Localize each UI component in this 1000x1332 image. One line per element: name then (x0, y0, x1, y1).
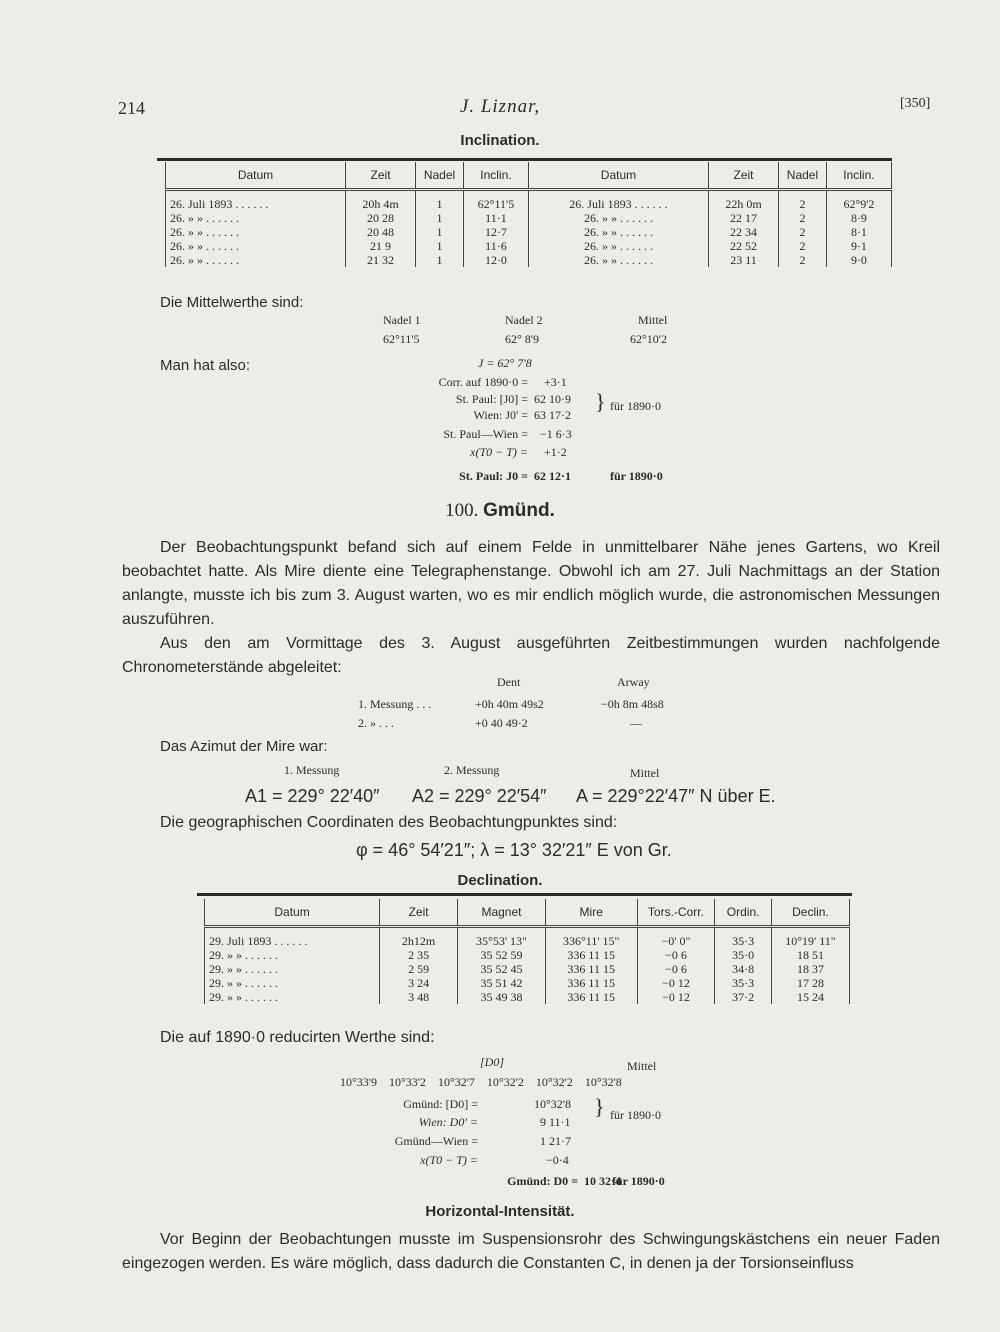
table-cell: 20 28 (345, 211, 415, 225)
table-cell: 336 11 15 (545, 976, 637, 990)
table-cell: 35 52 59 (458, 948, 546, 962)
reduced-value: 10°32'8 (584, 1075, 622, 1089)
table-cell: 18 51 (771, 948, 849, 962)
col-header: Magnet (458, 899, 546, 927)
wien-label: Wien: J0' = (473, 408, 528, 422)
table-cell: 2 (779, 239, 827, 253)
J-line: J = 62° 7'8 (478, 356, 532, 370)
table-cell: −0 6 (637, 962, 715, 976)
table-cell: 35·3 (715, 976, 772, 990)
table-row (205, 948, 850, 962)
col-header: Datum (166, 162, 346, 190)
table-cell: 11·1 (463, 211, 528, 225)
azimut-value-2: A2 = 229° 22′54″ (412, 786, 547, 806)
diff-value: 1 21·7 (540, 1134, 571, 1148)
col-header: Zeit (708, 162, 778, 190)
stpaul-label: St. Paul: [J0] = (455, 392, 528, 406)
table-cell: 22h 0m (708, 190, 778, 212)
azimut-header-1: 1. Messung (284, 763, 340, 777)
table-cell: 2 (779, 190, 827, 212)
table-cell: 35·0 (715, 948, 772, 962)
means-label: Die Mittelwerthe sind: (160, 294, 304, 311)
horizontal-title: Horizontal-Intensität. (425, 1203, 575, 1220)
coords-value: φ = 46° 54′21″; λ = 13° 32′21″ E von Gr. (356, 840, 672, 860)
chrono-header-arway: Arway (617, 675, 650, 689)
col-header: Declin. (771, 899, 849, 927)
bracket-ref: [350] (900, 96, 931, 111)
table-cell: 336 11 15 (545, 990, 637, 1004)
mittel-header: Mittel (627, 1059, 657, 1073)
reduced-value: 10°32'2 (486, 1075, 524, 1089)
table-cell: 1 (416, 239, 464, 253)
declination-title: Declination. (457, 872, 543, 889)
table-cell: 1 (416, 211, 464, 225)
diff-value: −1 6·3 (540, 427, 572, 441)
table-cell: 26. » » . . . . . . (166, 239, 346, 253)
table-row (205, 990, 850, 1004)
chrono-row2-dent: +0 40 49·2 (475, 716, 528, 730)
paragraph-1: Der Beobachtungspunkt befand sich auf einem Felde in unmittelbarer Nähe jenes Gartens, wo Kreil beobachtet hatte. Als Mire diente eine Telegraphenstange. Obwohl ich am 27. Juli Nachmittags an der Station anlangte, musste ich bis zum 3. August warten, wo es mir endlich möglich wurde, die astronomischen Messungen auszuführen. (122, 539, 940, 628)
table-cell: 35 49 38 (458, 990, 546, 1004)
result-epoch: für 1890·0 (612, 1174, 665, 1188)
azimut-label: Das Azimut der Mire war: (160, 738, 328, 755)
table-cell: 336 11 15 (545, 948, 637, 962)
col-header: Inclin. (463, 162, 528, 190)
table-cell: 336 11 15 (545, 962, 637, 976)
table-cell: 26. » » . . . . . . (166, 253, 346, 267)
table-cell: 3 24 (380, 976, 458, 990)
wien-label: Wien: D0' = (418, 1115, 478, 1129)
table-cell: 2 59 (380, 962, 458, 976)
col-header: Zeit (380, 899, 458, 927)
inclination-table (165, 162, 892, 267)
table-cell: 12·0 (463, 253, 528, 267)
paragraph-2: Aus den am Vormittage des 3. August ausgeführten Zeitbestimmungen wurden nachfolgende Chronometerstände abgeleitet: (122, 635, 940, 676)
table-cell: 9·0 (826, 253, 891, 267)
x-value: −0·4 (546, 1153, 569, 1167)
chrono-row2-label: 2. » . . . (358, 716, 394, 730)
table-cell: −0' 0" (637, 927, 715, 949)
chrono-header-dent: Dent (497, 675, 521, 689)
table-cell: 29. » » . . . . . . (205, 962, 380, 976)
wien-value: 63 17·2 (534, 408, 571, 422)
table-cell: 21 32 (345, 253, 415, 267)
table-top-rule (157, 158, 892, 161)
means-header-nadel2: Nadel 2 (505, 313, 543, 327)
reduced-value: 10°33'2 (388, 1075, 426, 1089)
x-value: +1·2 (544, 445, 567, 459)
table-cell: 10°19' 11" (771, 927, 849, 949)
table-cell: 336°11' 15" (545, 927, 637, 949)
epoch-label: für 1890·0 (610, 1108, 661, 1122)
result-label: St. Paul: J0 = (459, 469, 528, 483)
table-row (166, 253, 892, 267)
running-head: J. Liznar, (459, 96, 541, 117)
table-cell: 26. » » . . . . . . (528, 211, 708, 225)
result-epoch: für 1890·0 (610, 469, 663, 483)
table-cell: 22 34 (708, 225, 778, 239)
table-top-rule (197, 893, 852, 896)
table-cell: 18 37 (771, 962, 849, 976)
table-cell: 26. » » . . . . . . (528, 225, 708, 239)
page-number: 214 (118, 98, 145, 118)
section-name: Gmünd. (483, 500, 555, 521)
stpaul-value: 62 10·9 (534, 392, 571, 406)
table-cell: 2 35 (380, 948, 458, 962)
means-value-nadel1: 62°11'5 (383, 332, 420, 346)
horizontal-paragraph: Vor Beginn der Beobachtungen musste im Suspensionsrohr des Schwingungskästchens ein neuer Faden eingezogen werden. Es wäre möglich, dass dadurch die Constanten C, in denen ja der Torsionseinfluss (122, 1231, 940, 1272)
azimut-header-2: 2. Messung (444, 763, 500, 777)
col-header: Mire (545, 899, 637, 927)
col-header: Nadel (779, 162, 827, 190)
gmuend-value: 10°32'8 (534, 1097, 571, 1111)
table-row (205, 976, 850, 990)
col-header: Ordin. (715, 899, 772, 927)
col-header: Inclin. (826, 162, 891, 190)
table-cell: −0 6 (637, 948, 715, 962)
table-cell: 12·7 (463, 225, 528, 239)
D0-header: [D0] (480, 1055, 505, 1069)
diff-label: Gmünd—Wien = (394, 1134, 478, 1148)
table-cell: 62°9'2 (826, 190, 891, 212)
table-cell: 2h12m (380, 927, 458, 949)
table-cell: 23 11 (708, 253, 778, 267)
table-row (166, 211, 892, 225)
wien-value: 9 11·1 (540, 1115, 571, 1129)
result-value: 62 12·1 (534, 469, 572, 483)
azimut-value-1: A1 = 229° 22′40″ (245, 786, 380, 806)
table-cell: −0 12 (637, 976, 715, 990)
table-cell: 35 52 45 (458, 962, 546, 976)
x-label: x(T0 − T) = (420, 1153, 478, 1167)
section-number: 100. (445, 500, 479, 521)
table-row (166, 225, 892, 239)
chrono-row1-dent: +0h 40m 49s2 (475, 697, 544, 711)
table-cell: 62°11'5 (463, 190, 528, 212)
table-cell: 26. » » . . . . . . (166, 225, 346, 239)
table-cell: 3 48 (380, 990, 458, 1004)
diff-label: St. Paul—Wien = (443, 427, 528, 441)
azimut-header-mittel: Mittel (630, 766, 660, 780)
table-cell: 35·3 (715, 927, 772, 949)
table-cell: 2 (779, 253, 827, 267)
x-label: x(T0 − T) = (470, 445, 528, 459)
table-cell: 1 (416, 190, 464, 212)
reduced-value: 10°32'7 (437, 1075, 475, 1089)
table-cell: 26. » » . . . . . . (528, 253, 708, 267)
table-row (205, 962, 850, 976)
azimut-value-mittel: A = 229°22′47″ N über E. (576, 786, 776, 806)
table-cell: 20 48 (345, 225, 415, 239)
epoch-label: für 1890·0 (610, 399, 661, 413)
table-row (205, 927, 850, 949)
table-cell: 26. » » . . . . . . (166, 211, 346, 225)
table-cell: 35 51 42 (458, 976, 546, 990)
reduced-value: 10°33'9 (340, 1075, 377, 1089)
chrono-row1-arway: −0h 8m 48s8 (601, 697, 664, 711)
table-cell: 21 9 (345, 239, 415, 253)
reduced-label: Die auf 1890·0 reducirten Werthe sind: (160, 1029, 435, 1046)
gmuend-label: Gmünd: [D0] = (403, 1097, 478, 1111)
table-cell: 1 (416, 225, 464, 239)
table-cell: 15 24 (771, 990, 849, 1004)
table-cell: 29. » » . . . . . . (205, 948, 380, 962)
table-cell: 2 (779, 211, 827, 225)
result-value: 10 32·4 (584, 1174, 622, 1188)
result-label: Gmünd: D0 = (507, 1174, 578, 1188)
table-cell: 22 17 (708, 211, 778, 225)
section-heading (0, 500, 1000, 522)
reduced-value: 10°32'2 (535, 1075, 573, 1089)
table-cell: 2 (779, 225, 827, 239)
corr-value: +3·1 (544, 375, 567, 389)
table-cell: 29. Juli 1893 . . . . . . (205, 927, 380, 949)
chrono-row2-arway: — (630, 716, 642, 730)
table-cell: 26. Juli 1893 . . . . . . (166, 190, 346, 212)
reduced-values (340, 1075, 634, 1090)
table-cell: 20h 4m (345, 190, 415, 212)
table-cell: 37·2 (715, 990, 772, 1004)
corr-label: Corr. auf 1890·0 = (438, 375, 528, 389)
means-header-nadel1: Nadel 1 (383, 313, 421, 327)
table-cell: 22 52 (708, 239, 778, 253)
col-header: Nadel (416, 162, 464, 190)
means-value-mittel: 62°10'2 (630, 332, 667, 346)
declination-table (204, 899, 850, 1004)
col-header: Tors.-Corr. (637, 899, 715, 927)
man-hat-also: Man hat also: (160, 357, 251, 374)
table-cell: 29. » » . . . . . . (205, 990, 380, 1004)
table-cell: 29. » » . . . . . . (205, 976, 380, 990)
table-cell: 1 (416, 253, 464, 267)
means-value-nadel2: 62° 8'9 (505, 332, 539, 346)
table-row (166, 239, 892, 253)
col-header: Datum (528, 162, 708, 190)
brace: } (595, 389, 606, 414)
table-cell: 8·1 (826, 225, 891, 239)
table-cell: 8·9 (826, 211, 891, 225)
means-header-mittel: Mittel (638, 313, 668, 327)
table-cell: 26. » » . . . . . . (528, 239, 708, 253)
table-cell: 34·8 (715, 962, 772, 976)
col-header: Zeit (345, 162, 415, 190)
table-cell: −0 12 (637, 990, 715, 1004)
table-cell: 9·1 (826, 239, 891, 253)
coords-label: Die geographischen Coordinaten des Beobachtungpunktes sind: (160, 814, 618, 831)
col-header: Datum (205, 899, 380, 927)
table-cell: 26. Juli 1893 . . . . . . (528, 190, 708, 212)
inclination-title: Inclination. (460, 132, 540, 149)
table-cell: 35°53' 13" (458, 927, 546, 949)
table-cell: 17 28 (771, 976, 849, 990)
table-cell: 11·6 (463, 239, 528, 253)
chrono-row1-label: 1. Messung . . . (358, 697, 432, 711)
table-row (166, 190, 892, 212)
brace: } (594, 1094, 605, 1119)
